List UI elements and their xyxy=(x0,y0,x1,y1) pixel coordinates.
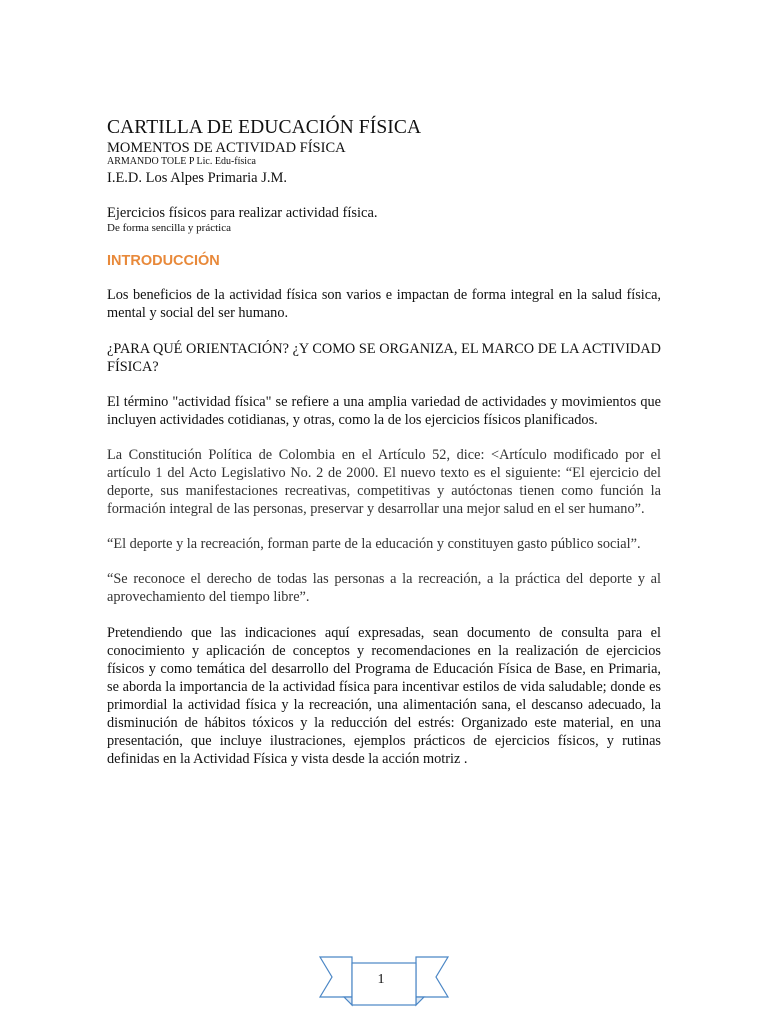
paragraph-purpose: Pretendiendo que las indicaciones aquí expresadas, sean documento de consulta para el conocimiento y aplicación de conceptos y recomendaciones en la realización de ejercicios físicos y como temática del desarrollo del Programa de Educación Física de Base, en Primaria, se aborda la importancia de la actividad física para incentivar estilos de vida saludable; donde es primordial la actividad física y la recreación, una alimentación sana, el descanso adecuado, la disminución de hábitos tóxicos y la reducción del estrés: Organizado este material, en una presentación, que incluye ilustraciones, ejemplos prácticos de ejercicios físicos, y rutinas definidas en la Actividad Física y vista desde la acción motriz . xyxy=(107,625,661,767)
ribbon-left-tail xyxy=(320,957,352,997)
school-name: I.E.D. Los Alpes Primaria J.M. xyxy=(107,170,288,186)
ribbon-left-fold xyxy=(344,997,352,1005)
paragraph-benefits: Los beneficios de la actividad física son varios e impactan de forma integral en la salud física, mental y social del ser humano. xyxy=(107,287,661,321)
paragraph-quote-right: “Se reconoce el derecho de todas las personas a la recreación, a la práctica del deporte y al aprovechamiento del tiempo libre”. xyxy=(107,571,661,605)
page-content xyxy=(107,117,661,768)
ribbon-right-fold xyxy=(416,997,424,1005)
ribbon-right-tail xyxy=(416,957,448,997)
document-title: CARTILLA DE EDUCACIÓN FÍSICA xyxy=(107,117,422,138)
document-author: ARMANDO TOLE P Lic. Edu-física xyxy=(107,156,256,167)
page-number: 1 xyxy=(377,972,385,987)
paragraph-constitution: La Constitución Política de Colombia en el Artículo 52, dice: <Artículo modificado por el artículo 1 del Acto Legislativo No. 2 de 2000. El nuevo texto es el siguiente: “El ejercicio del deporte, sus manifestaciones recreativas, competitivas y autóctonas tienen como función la formación integral de las personas, preservar y desarrollar una mejor salud en el ser humano”. xyxy=(107,447,661,517)
paragraph-quote-sport: “El deporte y la recreación, forman parte de la educación y constituyen gasto público social”. xyxy=(107,536,641,552)
paragraph-definition: El término "actividad física" se refiere a una amplia variedad de actividades y movimientos que incluyen actividades cotidianas, y otras, como la de los ejercicios físicos planificados. xyxy=(107,394,661,428)
lead-subtext: De forma sencilla y práctica xyxy=(107,222,231,234)
document-subtitle: MOMENTOS DE ACTIVIDAD FÍSICA xyxy=(107,140,346,156)
section-heading-introduccion: INTRODUCCIÓN xyxy=(107,253,220,269)
lead-text: Ejercicios físicos para realizar actividad física. xyxy=(107,205,378,221)
paragraph-question: ¿PARA QUÉ ORIENTACIÓN? ¿Y COMO SE ORGANIZA, EL MARCO DE LA ACTIVIDAD FÍSICA? xyxy=(107,341,661,375)
